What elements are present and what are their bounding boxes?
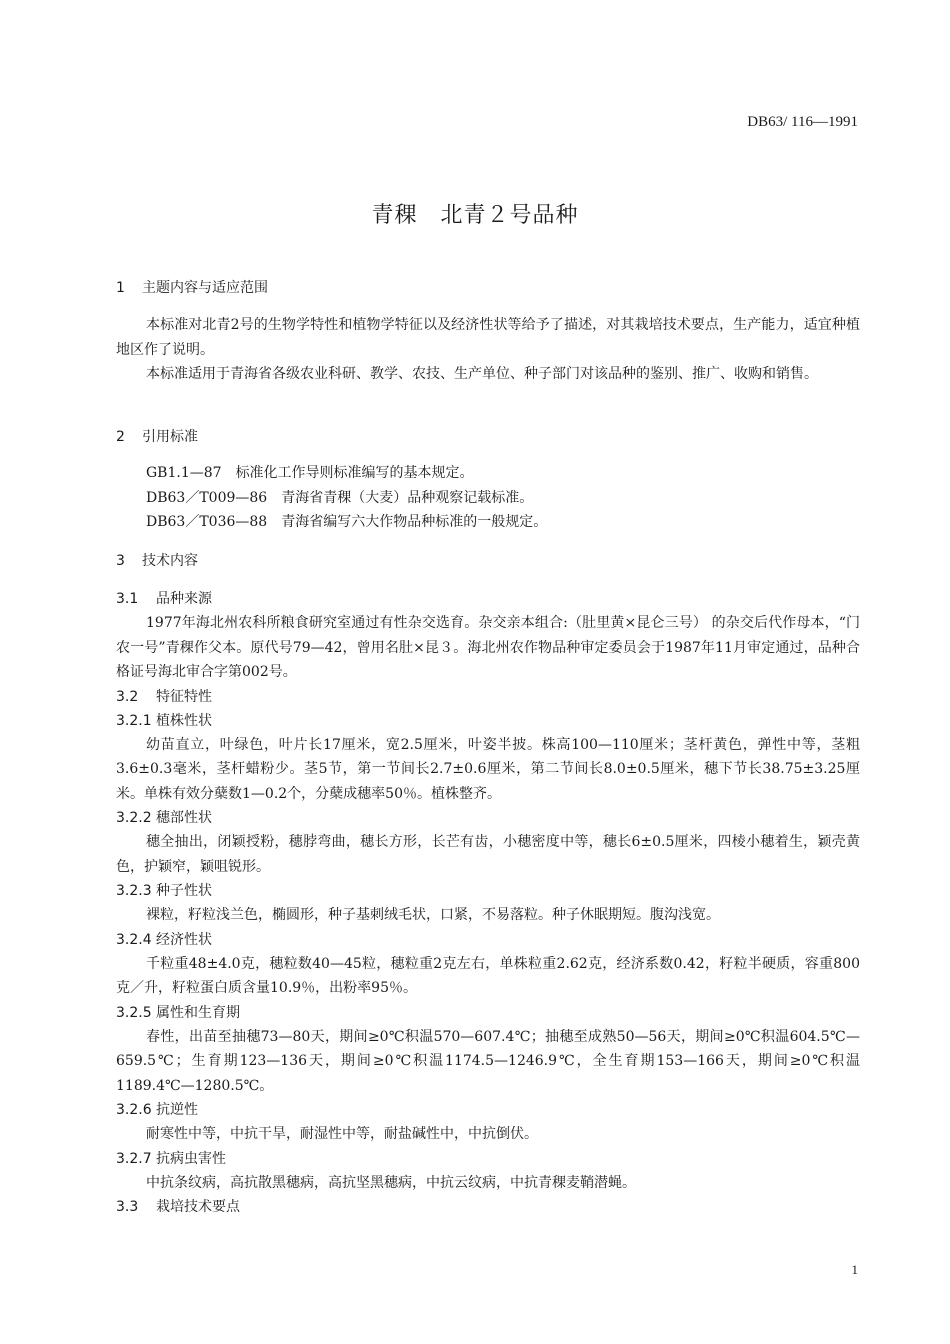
section-title: 技术内容 (142, 553, 198, 569)
section-3-heading (116, 549, 860, 573)
subsection-heading (116, 587, 860, 611)
section-title: 主题内容与适应范围 (142, 280, 268, 296)
subsection-number: 3.2 (116, 688, 139, 705)
subsection-title: 抗病虫害性 (156, 1150, 226, 1167)
subsection-heading (116, 1098, 860, 1122)
subsection-number: 3.3 (116, 1199, 139, 1215)
reference-text: 青海省编写六大作物品种标准的一般规定。 (281, 514, 548, 530)
section-title: 引用标准 (142, 429, 198, 445)
subsection-heading (116, 806, 860, 830)
paragraph: 幼苗直立，叶绿色，叶片长17厘米，宽2.5厘米，叶姿半披。株高100—110厘米；茎杆黄色，弹性中等，茎粗3.6±0.3毫米，茎杆蜡粉少。茎5节，第一节间长2.7±0.6厘米，第二节间长8.0±0.5厘米，穗下节长38.75±3.25厘米。单株有效分蘖数1—0.2个，分蘖成穗率50％。植株整齐。 (116, 736, 860, 802)
reference-text: 青海省青稞（大麦）品种观察记载标准。 (281, 489, 534, 506)
paragraph: 中抗条纹病，高抗散黑穗病，高抗坚黑穗病，中抗云纹病，中抗青稞麦鞘潜蝇。 (146, 1174, 636, 1191)
reference-code: GB1.1—87 (146, 465, 222, 481)
section-number: 3 (116, 553, 125, 569)
section-2 (116, 425, 860, 449)
paragraph: 裸粒，籽粒浅兰色，椭圆形，种子基刺绒毛状，口紧，不易落粒。种子休眠期短。腹沟浅宽。 (146, 907, 720, 923)
reference-item (116, 486, 860, 511)
subsection-heading (116, 1001, 860, 1025)
subsection-number: 3.2.4 (116, 931, 152, 948)
standard-number: DB63/ 116—1991 (747, 114, 858, 130)
subsection-title: 种子性状 (156, 883, 212, 899)
subsection-number: 3.2.5 (116, 1004, 152, 1021)
subsection-heading (116, 685, 860, 709)
reference-list (116, 461, 860, 535)
subsection-title: 抗逆性 (156, 1102, 198, 1118)
subsection-title: 植株性状 (156, 712, 212, 729)
paragraph: 耐寒性中等，中抗干旱，耐湿性中等，耐盐碱性中，中抗倒伏。 (146, 1126, 538, 1142)
document-title: 青稞 北青２号品种 (371, 203, 579, 228)
reference-code: DB63／T036—88 (146, 514, 268, 530)
section-1-body (116, 313, 860, 387)
subsection-title: 栽培技术要点 (156, 1199, 240, 1215)
paragraph: 1977年海北州农科所粮食研究室通过有性杂交选育。杂交亲本组合:（肚里黄×昆仑三号） 的杂交后代作母本，“门农一号”青稞作父本。原代号79—42，曾用名肚×昆３。海北州农作物品种审定委员会于1987年11月审定通过，品种合格证号海北审合字第002号。 (116, 615, 860, 680)
subsection-number: 3.2.6 (116, 1102, 152, 1118)
paragraph: 春性，出苗至抽穗73—80天，期间≥0℃积温570—607.4℃；抽穗至成熟50—56天，期间≥0℃积温604.5℃—659.5℃；生育期123—136天，期间≥0℃积温1174.5—1246.9℃，全生育期153—166天，期间≥0℃积温1189.4℃—1280.5℃。 (116, 1028, 860, 1094)
subsection-title: 属性和生育期 (156, 1004, 240, 1021)
subsection-heading (116, 1195, 860, 1219)
section-3-body (116, 587, 860, 1219)
subsection-title: 穗部性状 (156, 810, 212, 826)
subsection-heading (116, 709, 860, 733)
section-number: 2 (116, 429, 125, 445)
subsection-number: 3.2.7 (116, 1150, 152, 1167)
section-2-heading (116, 425, 860, 449)
page-number: 1 (851, 1262, 858, 1277)
subsection-title: 经济性状 (156, 931, 212, 948)
subsection-number: 3.2.2 (116, 810, 152, 826)
reference-text: 标准化工作导则标准编写的基本规定。 (235, 465, 474, 481)
subsection-title: 品种来源 (156, 591, 212, 607)
subsection-number: 3.2.3 (116, 883, 152, 899)
subsection-number: 3.1 (116, 591, 139, 607)
reference-item (116, 461, 860, 486)
reference-code: DB63／T009—86 (146, 489, 268, 506)
subsection-heading (116, 928, 860, 952)
paragraph: 穗全抽出，闭颖授粉，穗脖弯曲，穗长方形，长芒有齿，小穗密度中等，穗长6±0.5厘米，四棱小穗着生，颖壳黄色，护颖窄，颖咀锐形。 (116, 834, 860, 875)
paragraph: 本标准对北青2号的生物学特性和植物学特征以及经济性状等给予了描述，对其栽培技术要点，生产能力，适宜种植地区作了说明。 (116, 317, 860, 358)
subsection-heading (116, 1147, 860, 1171)
section-3 (116, 549, 860, 573)
subsection-heading (116, 879, 860, 903)
reference-item (116, 510, 860, 535)
paragraph: 千粒重48±4.0克，穗粒数40—45粒，穗粒重2克左右，单株粒重2.62克，经济系数0.42，籽粒半硬质，容重800克／升，籽粒蛋白质含量10.9％，出粉率95％。 (116, 955, 860, 996)
section-1 (116, 276, 860, 300)
section-1-heading (116, 276, 860, 300)
paragraph: 本标准适用于青海省各级农业科研、教学、农技、生产单位、种子部门对该品种的鉴别、推广、收购和销售。 (146, 366, 818, 382)
subsection-number: 3.2.1 (116, 712, 152, 729)
subsection-title: 特征特性 (156, 688, 212, 705)
section-number: 1 (116, 280, 125, 296)
